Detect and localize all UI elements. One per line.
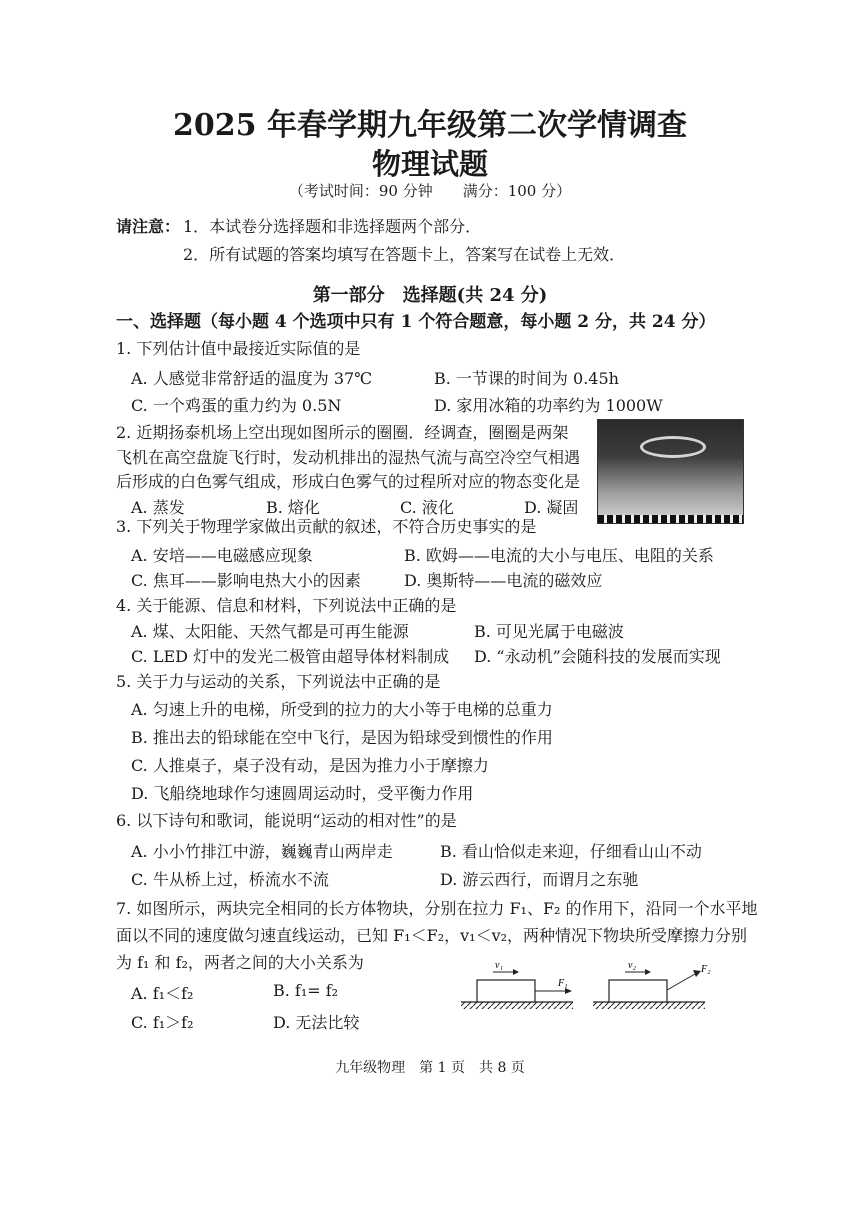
option-a: A. 煤、太阳能、天然气都是可再生能源 [131, 622, 409, 641]
option-c: C. LED 灯中的发光二极管由超导体材料制成 [131, 647, 450, 666]
question-stem: 2. 近期扬泰机场上空出现如图所示的圈圈．经调查，圈圈是两架 [116, 423, 569, 442]
velocity-arrowhead-1 [513, 969, 519, 975]
question-stem: 5. 关于力与运动的关系，下列说法中正确的是 [116, 672, 441, 691]
option-d: D. 游云西行，而谓月之东驰 [440, 870, 639, 889]
option-b: B. 熔化 [266, 498, 320, 517]
option-d: D. 凝固 [524, 498, 579, 517]
option-c: C. 液化 [400, 498, 454, 517]
question-stem: 6. 以下诗句和歌词，能说明“运动的相对性”的是 [116, 811, 457, 830]
question-stem: 4. 关于能源、信息和材料，下列说法中正确的是 [116, 596, 457, 615]
v1-label: v₁ [495, 960, 503, 971]
option-c: C. f₁＞f₂ [131, 1013, 194, 1032]
force-arrow-2 [667, 974, 695, 990]
exam-title: 2025 年春学期九年级第二次学情调查 [173, 108, 687, 143]
option-d: D. 飞船绕地球作匀速圆周运动时，受平衡力作用 [131, 784, 474, 803]
question-stem: 7. 如图所示，两块完全相同的长方体物块，分别在拉力 F₁、F₂ 的作用下，沿同一个水平地 [116, 899, 758, 918]
option-c: C. 一个鸡蛋的重力约为 0.5N [131, 396, 342, 415]
option-a: A. f₁＜f₂ [131, 984, 194, 1003]
option-c: C. 人推桌子，桌子没有动，是因为推力小于摩擦力 [131, 756, 489, 775]
question-stem: 面以不同的速度做匀速直线运动，已知 F₁＜F₂，v₁＜v₂，两种情况下物块所受摩擦力分别 [116, 926, 748, 945]
v2-label: v₂ [628, 960, 636, 971]
option-d: D. “永动机”会随科技的发展而实现 [474, 647, 721, 666]
option-b: B. 欧姆——电流的大小与电压、电阻的关系 [404, 546, 714, 565]
option-a: A. 人感觉非常舒适的温度为 37℃ [131, 369, 373, 388]
section-heading: 一、选择题（每小题 4 个选项中只有 1 个符合题意，每小题 2 分，共 24 分） [116, 312, 716, 332]
option-a: A. 匀速上升的电梯，所受到的拉力的大小等于电梯的总重力 [131, 700, 553, 719]
f1-label: F₁ [558, 978, 568, 989]
option-b: B. 看山恰似走来迎，仔细看山山不动 [440, 842, 702, 861]
block-2 [609, 980, 667, 1002]
force-arrowhead-2 [693, 970, 701, 977]
ground-hatching [593, 1002, 705, 1009]
option-b: B. 推出去的铅球能在空中飞行，是因为铅球受到惯性的作用 [131, 728, 553, 747]
question-stem: 3. 下列关于物理学家做出贡献的叙述，不符合历史事实的是 [116, 517, 537, 536]
velocity-arrowhead-2 [645, 969, 651, 975]
note-item: 1．本试卷分选择题和非选择题两个部分． [183, 217, 482, 236]
option-b: B. 一节课的时间为 0.45h [434, 369, 619, 388]
option-b: B. 可见光属于电磁波 [474, 622, 624, 641]
option-c: C. 焦耳——影响电热大小的因素 [131, 571, 361, 590]
option-a: A. 蒸发 [131, 498, 185, 517]
option-d: D. 奥斯特——电流的磁效应 [404, 571, 603, 590]
photo-bottom-strip [598, 515, 743, 523]
ground-hatching [461, 1002, 573, 1009]
option-a: A. 安培——电磁感应现象 [131, 546, 313, 565]
note-item: 2．所有试题的答案均填写在答题卡上，答案写在试卷上无效． [183, 245, 626, 264]
block-1 [477, 980, 535, 1002]
notes-label: 请注意： [116, 217, 181, 236]
part-title: 第一部分 选择题(共 24 分) [312, 285, 548, 306]
contrail-ring [640, 436, 706, 458]
f2-label: F₂ [701, 964, 711, 975]
option-c: C. 牛从桥上过，桥流水不流 [131, 870, 329, 889]
case-2 [593, 960, 711, 1009]
question-stem: 1. 下列估计值中最接近实际值的是 [116, 339, 361, 358]
exam-subtitle: 物理试题 [371, 147, 488, 181]
question-stem: 后形成的白色雾气组成，形成白色雾气的过程所对应的物态变化是 [116, 472, 581, 491]
option-d: D. 家用冰箱的功率约为 1000W [434, 396, 663, 415]
option-d: D. 无法比较 [273, 1013, 360, 1032]
question-stem: 为 f₁ 和 f₂，两者之间的大小关系为 [116, 953, 364, 972]
option-b: B. f₁= f₂ [273, 981, 339, 1000]
option-a: A. 小小竹排江中游，巍巍青山两岸走 [131, 842, 393, 861]
aircraft-contrail-photo [597, 419, 744, 524]
question-stem: 飞机在高空盘旋飞行时，发动机排出的湿热气流与高空冷空气相遇 [116, 448, 581, 467]
case-1 [461, 960, 573, 1009]
page-footer: 九年级物理 第 1 页 共 8 页 [335, 1060, 525, 1076]
exam-info: （考试时间：90 分钟 满分：100 分） [288, 182, 572, 200]
block-friction-figure [455, 958, 720, 1020]
